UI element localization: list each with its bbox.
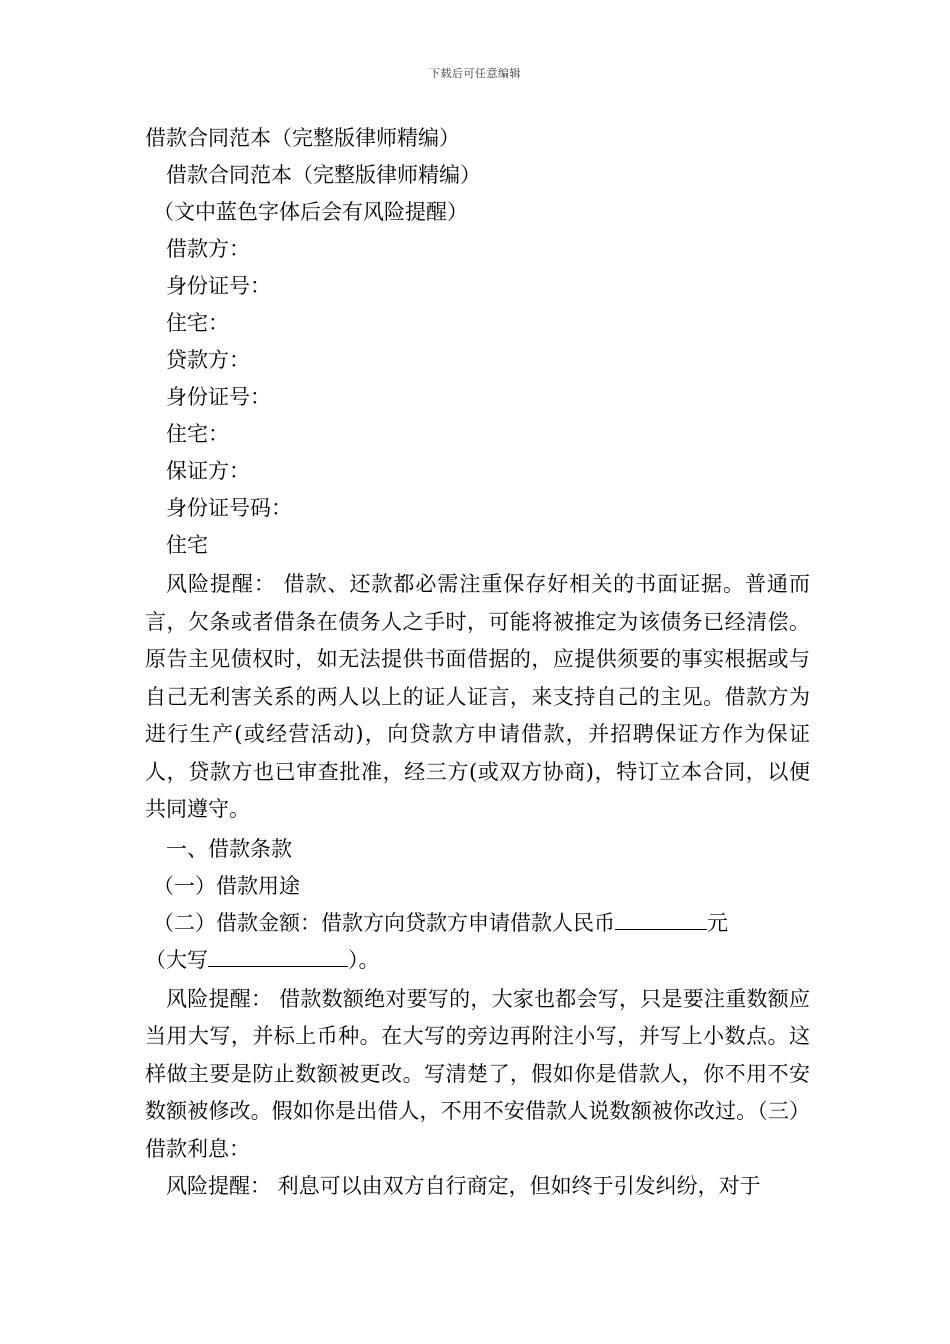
field-borrower-address: 住宅： <box>166 311 229 335</box>
field-guarantor-id: 身份证号码： <box>166 496 292 520</box>
capital-blank <box>208 948 348 967</box>
amount-blank <box>615 911 707 930</box>
field-guarantor: 保证方： <box>166 459 250 483</box>
currency-unit: 元 <box>707 910 728 935</box>
field-lender: 贷款方： <box>166 348 250 372</box>
clause-loan-purpose: （一）借款用途 <box>153 873 300 898</box>
capital-close: ）。 <box>348 947 380 972</box>
page-header: 下载后可任意编辑 <box>429 67 521 80</box>
field-borrower-id: 身份证号： <box>166 274 271 298</box>
document-note: （文中蓝色字体后会有风险提醒） <box>153 200 468 224</box>
document-title: 借款合同范本（完整版律师精编） <box>145 126 460 150</box>
field-guarantor-address: 住宅 <box>166 533 208 557</box>
risk-reminder-paragraph: 风险提醒： 借款数额绝对要写的，大家也都会写，只是要注重数额应当用大写，并标上币种。在大写的旁边再附注小写，并写上小数点。这样做主要是防止数额被更改。写清楚了，假如你是借款人，你不用不安数额被修改。假如你是出借人，不用不安借款人说数额被你改过。（三）借款利息： <box>145 986 810 1161</box>
clause-loan-amount-capital <box>145 942 810 979</box>
field-lender-id: 身份证号： <box>166 385 271 409</box>
capital-label: （大写 <box>145 947 208 972</box>
document-body <box>145 120 810 1206</box>
field-lender-address: 住宅： <box>166 422 229 446</box>
section-heading: 一、借款条款 <box>166 836 292 861</box>
field-borrower: 借款方： <box>166 237 250 261</box>
clause-loan-amount <box>145 905 810 942</box>
risk-reminder-paragraph: 风险提醒： 利息可以由双方自行商定，但如终于引发纠纷，对于 <box>166 1174 761 1198</box>
clause-loan-amount-text: （二）借款金额：借款方向贷款方申请借款人民币 <box>153 910 615 935</box>
document-subtitle: 借款合同范本（完整版律师精编） <box>166 163 481 187</box>
risk-reminder-paragraph: 风险提醒： 借款、还款都必需注重保存好相关的书面证据。普通而言，欠条或者借条在债务人之手时，可能将被推定为该债务已经清偿。原告主见债权时，如无法提供书面借据的，应提供须要的事实根据或与自己无利害关系的两人以上的证人证言，来支持自己的主见。借款方为进行生产(或经营活动)，向贷款方申请借款，并招聘保证方作为保证人，贷款方也已审查批准，经三方(或双方协商)，特订立本合同，以便共同遵守。 <box>145 572 810 821</box>
